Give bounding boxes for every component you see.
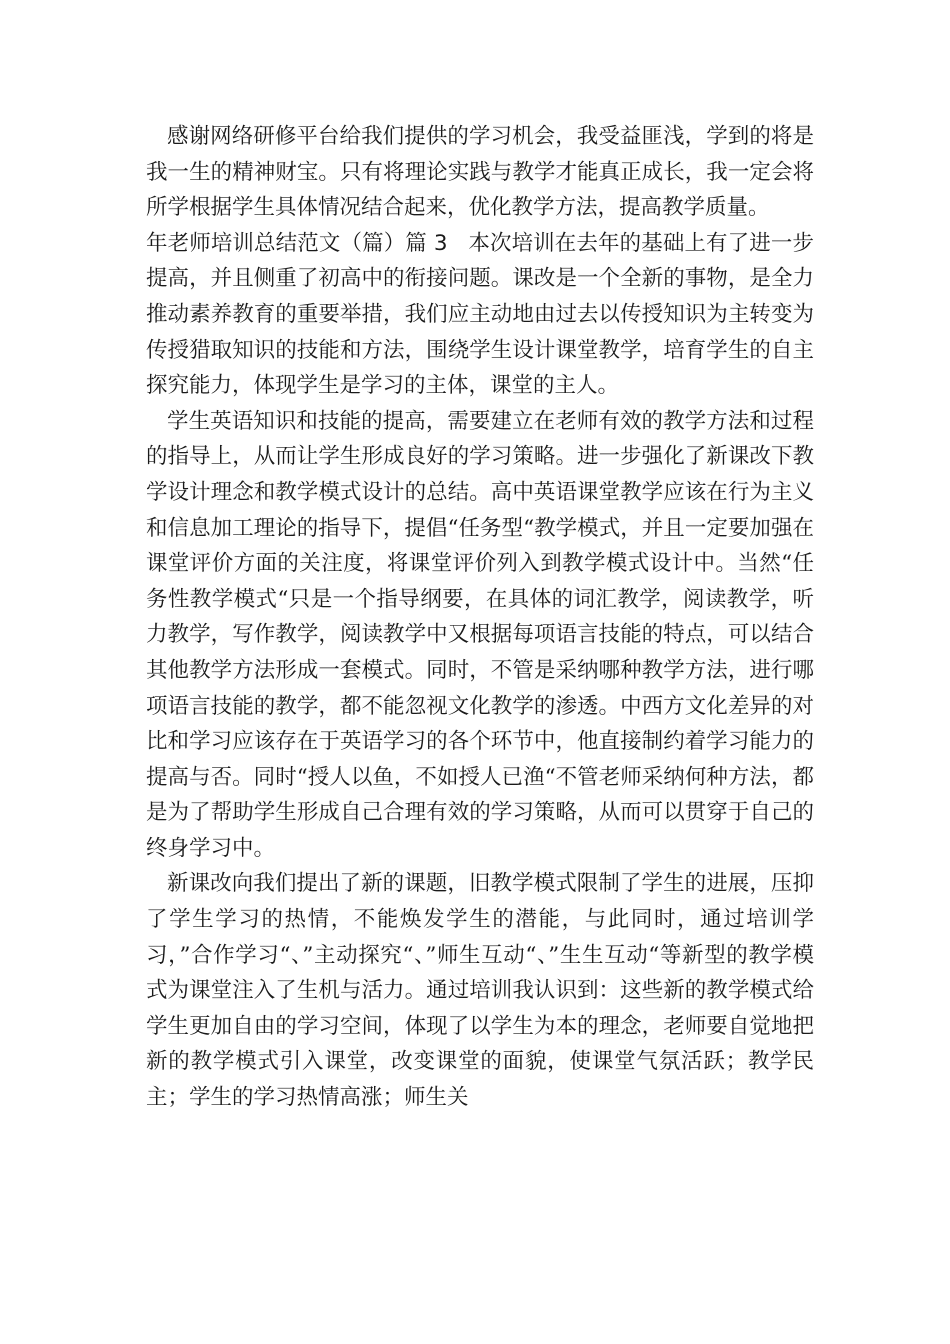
section-heading: 年老师培训总结范文（篇）篇 3 (146, 230, 448, 256)
paragraph-1: 感谢网络研修平台给我们提供的学习机会，我受益匪浅，学到的将是我一生的精神财宝。只有将理论实践与教学才能真正成长，我一定会将所学根据学生具体情况结合起来，优化教学方法，提高教学质量。 (146, 124, 814, 221)
document-page (146, 119, 814, 1116)
paragraph-2 (146, 226, 814, 404)
paragraph-2-text: 本次培训在去年的基础上有了进一步提高，并且侧重了初高中的衔接问题。课改是一个全新的事物，是全力推动素养教育的重要举措，我们应主动地由过去以传授知识为主转变为传授猎取知识的技能和方法，围绕学生设计课堂教学，培育学生的自主探究能力，体现学生是学习的主体，课堂的主人。 (146, 230, 814, 399)
paragraph-4: 新课改向我们提出了新的课题，旧教学模式限制了学生的进展，压抑了学生学习的热情，不能焕发学生的潜能，与此同时，通过培训学习，”合作学习“、”主动探究“、”师生互动“、”生生互动“等新型的教学模式为课堂注入了生机与活力。通过培训我认识到：这些新的教学模式给学生更加自由的学习空间，体现了以学生为本的理念，老师要自觉地把新的教学模式引入课堂，改变课堂的面貌，使课堂气氛活跃；教学民主；学生的学习热情高涨；师生关 (146, 871, 814, 1111)
paragraph-3: 学生英语知识和技能的提高，需要建立在老师有效的教学方法和过程的指导上，从而让学生形成良好的学习策略。进一步强化了新课改下教学设计理念和教学模式设计的总结。高中英语课堂教学应该在行为主义和信息加工理论的指导下，提倡“任务型“教学模式，并且一定要加强在课堂评价方面的关注度，将课堂评价列入到教学模式设计中。当然“任务性教学模式“只是一个指导纲要，在具体的词汇教学，阅读教学，听力教学，写作教学，阅读教学中又根据每项语言技能的特点，可以结合其他教学方法形成一套模式。同时，不管是采纳哪种教学方法，进行哪项语言技能的教学，都不能忽视文化教学的渗透。中西方文化差异的对比和学习应该存在于英语学习的各个环节中，他直接制约着学习能力的提高与否。同时“授人以鱼，不如授人已渔“不管老师采纳何种方法，都是为了帮助学生形成自己合理有效的学习策略，从而可以贯穿于自己的终身学习中。 (146, 408, 814, 861)
